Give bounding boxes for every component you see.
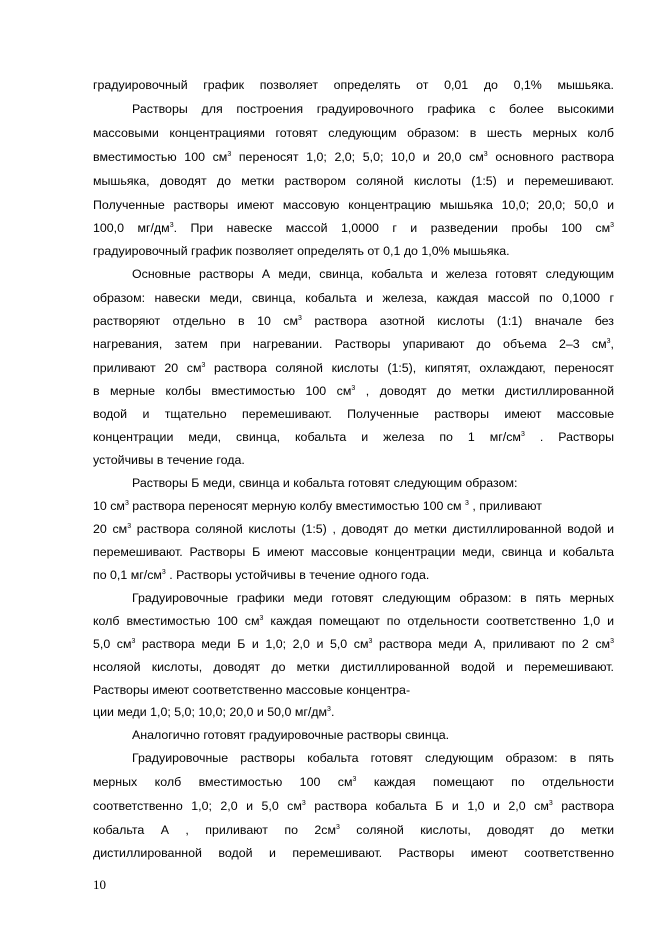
text-line: дистиллированной водой и перемешивают. Растворы имеют соответственно bbox=[93, 846, 614, 860]
text-line: растворяют отдельно в 10 $см^3$ раствора азотной кислоты (1:1) вначале без bbox=[93, 314, 614, 328]
text-line: в мерные колбы вместимостью 100 $см^3$ , доводят до метки дистиллированной bbox=[93, 384, 614, 398]
text-line: Основные растворы А меди, свинца, кобальта и железа готовят следующим bbox=[132, 267, 614, 281]
text-line: концентрации меди, свинца, кобальта и железа по 1 $мг/см^3$ . Растворы bbox=[93, 430, 614, 444]
text-line: образом: навески меди, свинца, кобальта и железа, каждая массой по 0,1000 г bbox=[93, 291, 614, 305]
text-line: мерных колб вместимостью 100 $см^3$ каждая помещают по отдельности bbox=[93, 775, 614, 789]
page-number: 10 bbox=[93, 877, 106, 892]
text-line: Полученные растворы имеют массовую концентрацию мышьяка 10,0; 20,0; 50,0 и bbox=[93, 198, 614, 212]
text-line: Аналогично готовят градуировочные растворы свинца. bbox=[132, 728, 450, 742]
text-line: градуировочный график позволяет определять от 0,01 до 0,1% мышьяка. bbox=[93, 78, 614, 92]
text-line: приливают 20 $см^3$ раствора соляной кислоты (1:5), кипятят, охлаждают, переносят bbox=[93, 361, 614, 375]
text-line: Градуировочные графики меди готовят следующим образом: в пять мерных bbox=[132, 591, 614, 605]
text-line: 10 $см^3$ раствора переносят мерную колбу вместимостью 100 см $^3$ , приливают bbox=[93, 499, 542, 513]
text-line: массовыми концентрациями готовят следующим образом: в шесть мерных колб bbox=[93, 126, 614, 140]
text-line: кобальта А , приливают по $2см^3$ соляной кислоты, доводят до метки bbox=[93, 823, 614, 837]
text-line: колб вместимостью 100 $см^3$ каждая помещают по отдельности соответственно 1,0 и bbox=[93, 614, 614, 628]
text-line: вместимостью 100 $см^3$ переносят 1,0; 2,0; 5,0; 10,0 и 20,0 $см^3$ основного раствора bbox=[93, 150, 614, 164]
text-line: градуировочный график позволяет определять от 0,1 до 1,0% мышьяка. bbox=[93, 244, 510, 258]
text-line: соответственно 1,0; 2,0 и 5,0 $см^3$ раствора кобальта Б и 1,0 и 2,0 $см^3$ раствора bbox=[93, 799, 614, 813]
text-line: Растворы для построения градуировочного графика с более высокими bbox=[132, 102, 614, 116]
text-line: водой и тщательно перемешивают. Полученные растворы имеют массовые bbox=[93, 407, 614, 421]
text-line: 5,0 $см^3$ раствора меди Б и 1,0; 2,0 и 5,0 $см^3$ раствора меди А, приливают по 2 $см^3$ bbox=[93, 637, 614, 651]
text-line: устойчивы в течение года. bbox=[93, 453, 245, 467]
text-line: Растворы имеют соответственно массовые концентра- bbox=[93, 683, 411, 697]
text-line: 100,0 $мг/дм^3$. При навеске массой 1,0000 г и разведении пробы 100 $см^3$ bbox=[93, 221, 614, 235]
text-line: 20 $см^3$ раствора соляной кислоты (1:5) , доводят до метки дистиллированной водой и bbox=[93, 522, 614, 536]
text-line: мышьяка, доводят до метки раствором соляной кислоты (1:5) и перемешивают. bbox=[93, 174, 614, 188]
text-line: по 0,1 $мг/см^3$ . Растворы устойчивы в течение одного года. bbox=[93, 568, 430, 582]
text-line: Градуировочные растворы кобальта готовят следующим образом: в пять bbox=[132, 751, 614, 765]
text-line: ции меди 1,0; 5,0; 10,0; 20,0 и 50,0 $мг/дм^3$. bbox=[93, 705, 335, 719]
text-line: перемешивают. Растворы Б имеют массовые концентрации меди, свинца и кобальта bbox=[93, 545, 614, 559]
text-line: нсоляой кислоты, доводят до метки дистиллированной водой и перемешивают. bbox=[93, 660, 614, 674]
text-line: нагревания, затем при нагревании. Растворы упаривают до объема 2–3 $см^3$, bbox=[93, 337, 614, 351]
text-line: Растворы Б меди, свинца и кобальта готовят следующим образом: bbox=[132, 476, 518, 490]
